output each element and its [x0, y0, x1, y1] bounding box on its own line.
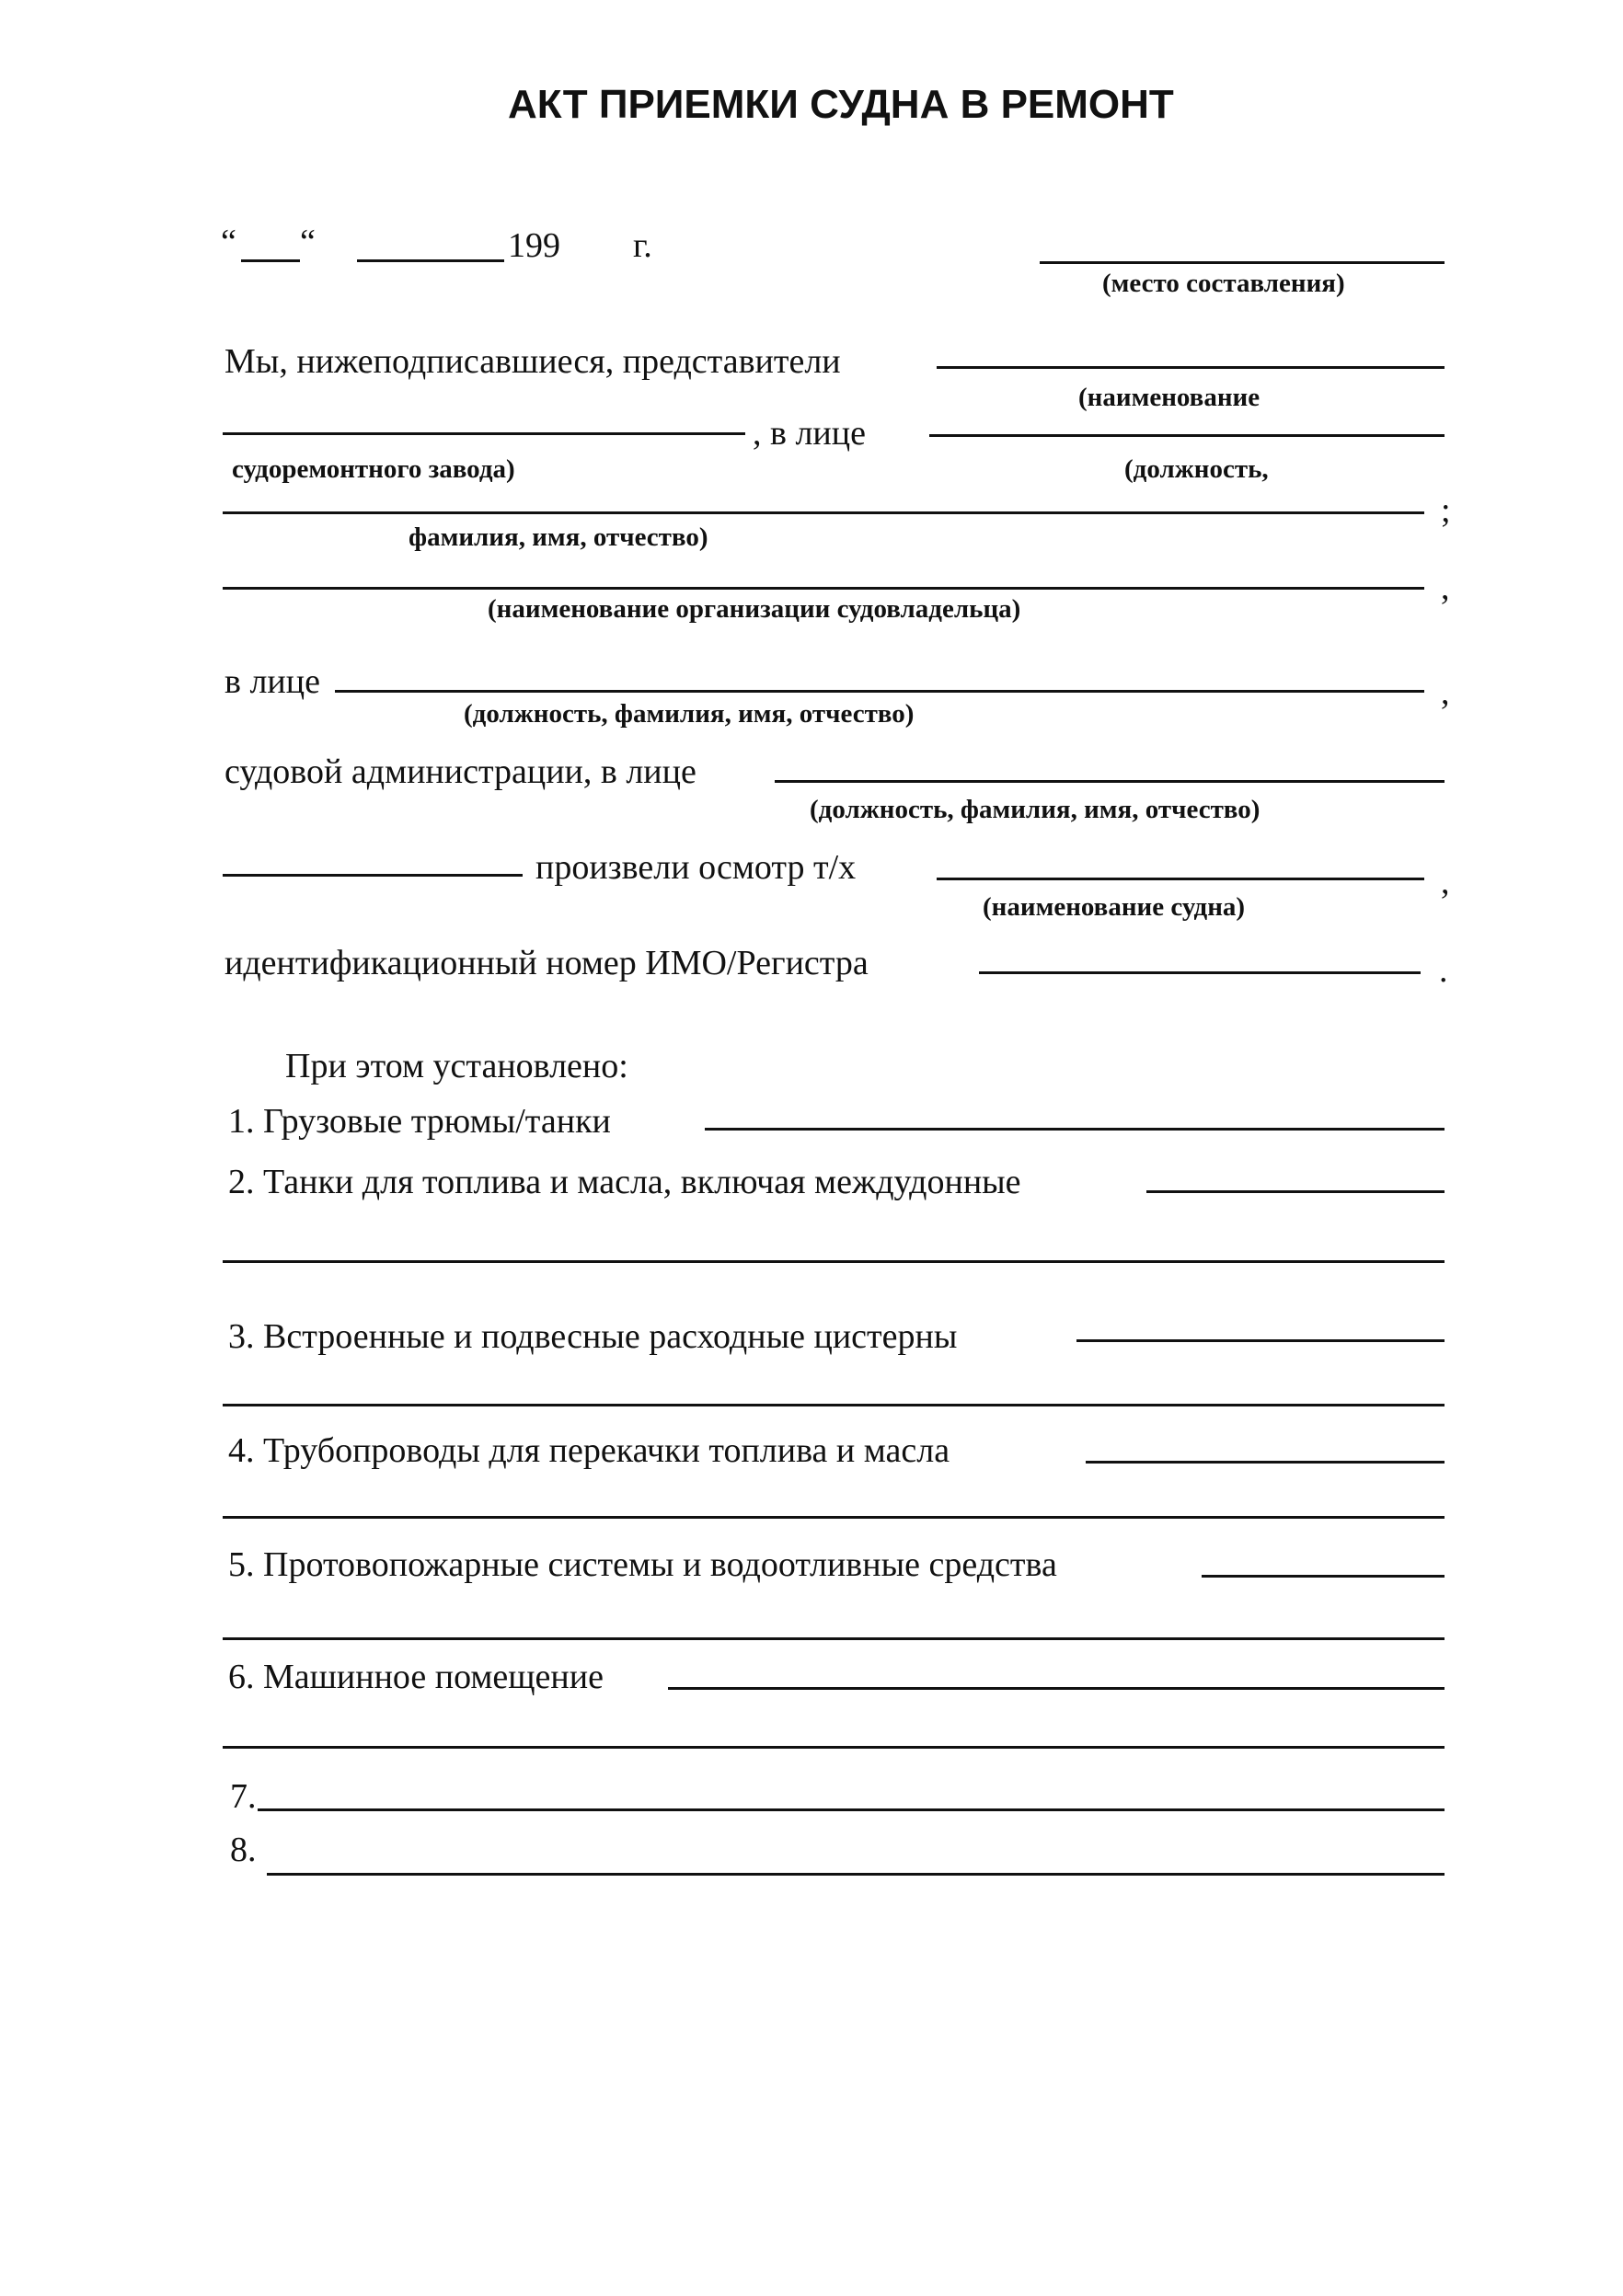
ship-admin-rep-caption: (должность, фамилия, имя, отчество): [810, 795, 1260, 824]
ship-name-caption: (наименование судна): [983, 892, 1246, 922]
ship-name-blank[interactable]: [937, 878, 1424, 880]
plant-name-caption-2: судоремонтного завода): [232, 454, 515, 484]
comma-3: ,: [1441, 863, 1450, 901]
position-blank[interactable]: [929, 434, 1445, 437]
position-caption: (должность,: [1124, 454, 1269, 484]
item-1-blank[interactable]: [705, 1128, 1445, 1131]
item-7-blank[interactable]: [258, 1808, 1445, 1811]
item-6-blank[interactable]: [668, 1687, 1445, 1690]
inspected-text: произвели осмотр т/х: [535, 848, 857, 887]
place-caption: (место составления): [1102, 269, 1345, 298]
item-5-label: 5. Протовопожарные системы и водоотливные средства: [228, 1545, 1057, 1584]
ship-admin-rep-blank[interactable]: [775, 780, 1445, 783]
in-person-text-1: , в лице: [753, 414, 866, 453]
comma-1: ,: [1441, 568, 1450, 607]
imo-number-blank[interactable]: [979, 971, 1421, 974]
owner-rep-caption: (должность, фамилия, имя, отчество): [464, 699, 915, 729]
date-month-blank[interactable]: [357, 259, 504, 262]
date-year-prefix: 199: [508, 226, 560, 265]
owner-org-caption: (наименование организации судовладельца): [488, 594, 1021, 624]
item-3-blank[interactable]: [1076, 1339, 1445, 1342]
item-6-label: 6. Машинное помещение: [228, 1658, 604, 1696]
in-person-text-2: в лице: [224, 662, 320, 701]
owner-rep-blank[interactable]: [335, 690, 1424, 693]
fio-caption: фамилия, имя, отчество): [409, 522, 708, 552]
item-2-label: 2. Танки для топлива и масла, включая междудонные: [228, 1163, 1021, 1201]
comma-2: ,: [1441, 673, 1450, 712]
ship-admin-text: судовой администрации, в лице: [224, 752, 696, 791]
item-4-label: 4. Трубопроводы для перекачки топлива и масла: [228, 1431, 950, 1470]
date-day-blank[interactable]: [241, 259, 300, 262]
plant-name-caption-1: (наименование: [1078, 383, 1260, 412]
established-text: При этом установлено:: [285, 1047, 628, 1085]
we-undersigned-text: Мы, нижеподписавшиеся, представители: [224, 342, 841, 381]
imo-number-text: идентификационный номер ИМО/Регистра: [224, 944, 869, 982]
item-1-label: 1. Грузовые трюмы/танки: [228, 1102, 611, 1141]
owner-org-blank[interactable]: [223, 587, 1424, 590]
item-2-blank[interactable]: [1146, 1190, 1445, 1193]
plant-name-blank-1[interactable]: [937, 366, 1445, 369]
date-year-suffix: г.: [633, 226, 652, 265]
item-8-blank[interactable]: [267, 1873, 1445, 1876]
item-5-blank-2[interactable]: [223, 1637, 1445, 1640]
item-4-blank[interactable]: [1086, 1461, 1445, 1464]
semicolon-1: ;: [1441, 491, 1451, 530]
item-2-blank-2[interactable]: [223, 1260, 1445, 1263]
item-7-label: 7.: [230, 1777, 257, 1816]
item-3-label: 3. Встроенные и подвесные расходные цистерны: [228, 1317, 958, 1356]
item-8-label: 8.: [230, 1831, 257, 1869]
place-blank[interactable]: [1040, 261, 1445, 264]
plant-name-blank-2[interactable]: [223, 432, 745, 435]
item-6-blank-2[interactable]: [223, 1746, 1445, 1749]
period-mark: .: [1439, 951, 1448, 990]
item-4-blank-2[interactable]: [223, 1516, 1445, 1519]
fio-blank[interactable]: [223, 511, 1424, 514]
ship-admin-rep-blank-2[interactable]: [223, 874, 523, 877]
date-open-quote: “: [221, 223, 236, 261]
document-title: АКТ ПРИЕМКИ СУДНА В РЕМОНТ: [508, 82, 1174, 127]
date-close-quote: “: [300, 223, 316, 261]
item-5-blank[interactable]: [1202, 1575, 1445, 1578]
item-3-blank-2[interactable]: [223, 1404, 1445, 1406]
